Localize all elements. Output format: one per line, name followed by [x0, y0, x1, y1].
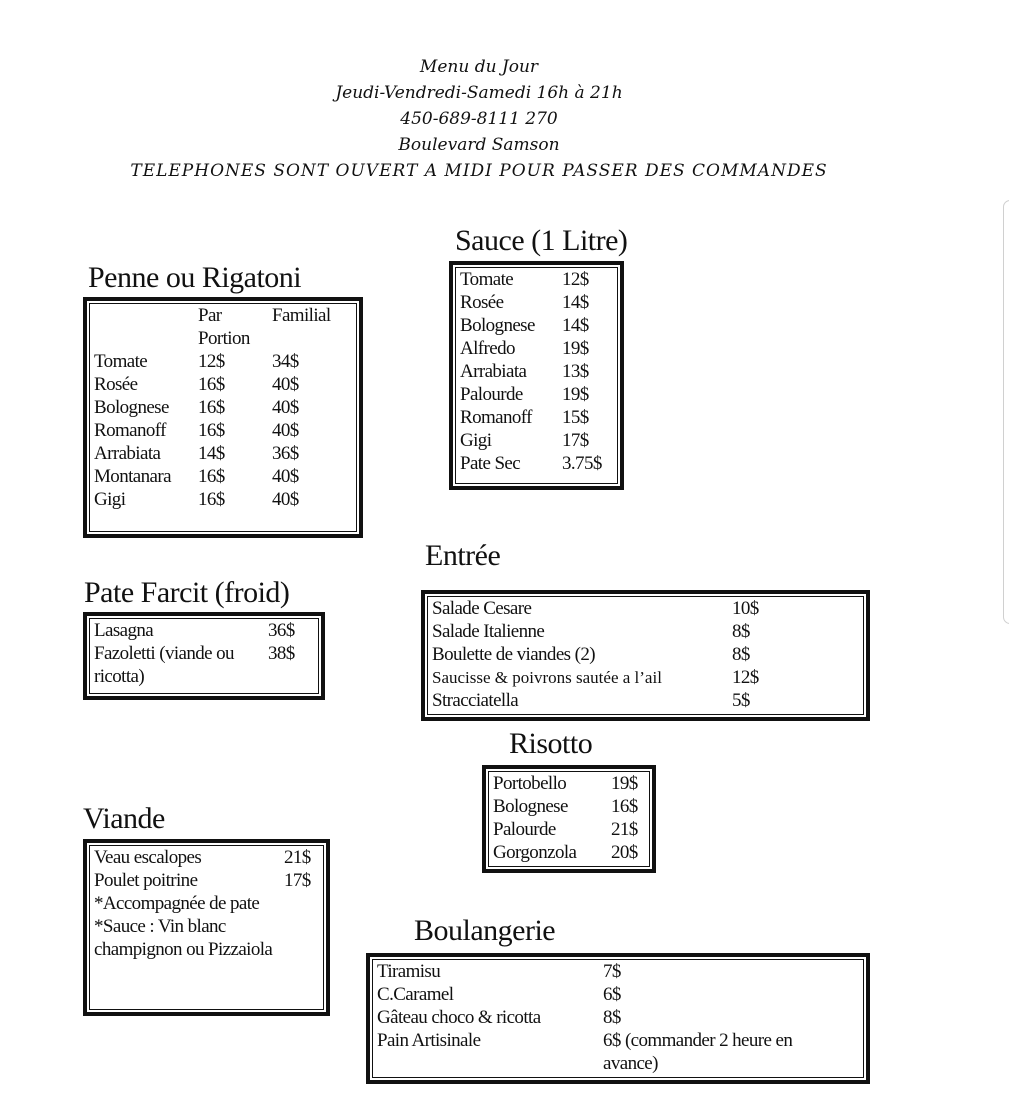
pate-box	[83, 612, 325, 700]
table-row: Veau escalopes 21$	[94, 847, 311, 868]
sauce-box	[449, 261, 624, 490]
table-row	[90, 915, 323, 961]
pate-title: Pate Farcit (froid)	[84, 576, 290, 609]
table-row: Alfredo 19$	[460, 338, 589, 359]
table-row: Bolognese 14$	[460, 315, 589, 336]
col-portion-header: Par Portion	[198, 305, 250, 349]
entree-box	[421, 590, 870, 721]
sauce-title: Sauce (1 Litre)	[455, 224, 628, 257]
opening-hours: Jeudi-Vendredi-Samedi 16h à 21h	[335, 83, 623, 103]
table-row: C.Caramel 6$	[377, 984, 621, 1005]
penne-table	[90, 304, 356, 511]
boulangerie-table	[373, 960, 843, 1075]
table-row: Romanoff 16$ 40$	[94, 420, 299, 441]
order-notice: TELEPHONES SONT OUVERT A MIDI POUR PASSER DES COMMANDES	[130, 161, 828, 181]
table-row: Salade Italienne 8$	[432, 621, 750, 642]
boulangerie-box	[366, 953, 870, 1084]
table-row: Rosée 14$	[460, 292, 589, 313]
menu-title: Menu du Jour	[419, 57, 539, 77]
table-row: Saucisse & poivrons sautée a l’ail 12$	[432, 667, 759, 688]
table-row: Bolognese 16$	[493, 796, 638, 817]
viande-note-accompagnee: *Accompagnée de pate	[94, 893, 260, 914]
table-row: Tomate 12$	[460, 269, 589, 290]
table-row: Arrabiata 14$ 36$	[94, 443, 299, 464]
col-familial-header: Familial	[272, 305, 331, 326]
table-row: Arrabiata 13$	[460, 361, 589, 382]
table-row: Lasagna 36$	[94, 620, 295, 641]
table-row: Pate Sec 3.75$	[460, 453, 602, 474]
viande-note-sauce: *Sauce : Vin blanc champignon ou Pizzaiola	[94, 916, 273, 960]
risotto-table	[489, 772, 638, 864]
table-row: Salade Cesare 10$	[432, 598, 759, 619]
boulangerie-title: Boulangerie	[414, 914, 556, 947]
table-row: Rosée 16$ 40$	[94, 374, 299, 395]
phone-number: 450-689-8111 270	[400, 109, 558, 129]
table-row: Pain Artisinale 6$ (commander 2 heure en avance)	[377, 1030, 793, 1074]
table-row: Palourde 19$	[460, 384, 589, 405]
table-row: Palourde 21$	[493, 819, 638, 840]
table-row: Gorgonzola 20$	[493, 842, 638, 863]
table-row: Tiramisu 7$	[377, 961, 621, 982]
table-row: Stracciatella 5$	[432, 690, 750, 711]
table-row: Gâteau choco & ricotta 8$	[377, 1007, 621, 1028]
table-row: Portobello 19$	[493, 773, 638, 794]
table-header-row	[90, 304, 356, 350]
table-row: Bolognese 16$ 40$	[94, 397, 299, 418]
entree-table	[428, 597, 759, 712]
table-row	[90, 892, 323, 915]
scrollbar[interactable]	[1003, 200, 1009, 624]
viande-table	[90, 846, 323, 961]
risotto-title: Risotto	[509, 727, 593, 760]
penne-box	[83, 297, 363, 538]
table-row: Fazoletti (viande ou ricotta) 38$	[94, 643, 295, 687]
entree-title: Entrée	[425, 539, 501, 572]
pate-table	[90, 619, 318, 688]
table-row: Montanara 16$ 40$	[94, 466, 299, 487]
risotto-box	[482, 765, 656, 873]
table-row: Romanoff 15$	[460, 407, 589, 428]
sauce-table	[456, 268, 602, 475]
table-row: Tomate 12$ 34$	[94, 351, 299, 372]
table-row: Gigi 17$	[460, 430, 589, 451]
menu-header	[0, 54, 958, 184]
address: Boulevard Samson	[398, 135, 560, 155]
table-row: Boulette de viandes (2) 8$	[432, 644, 750, 665]
viande-title: Viande	[83, 802, 165, 835]
penne-title: Penne ou Rigatoni	[88, 261, 302, 294]
viande-box	[83, 839, 330, 1016]
table-row: Poulet poitrine 17$	[94, 870, 311, 891]
table-row: Gigi 16$ 40$	[94, 489, 299, 510]
